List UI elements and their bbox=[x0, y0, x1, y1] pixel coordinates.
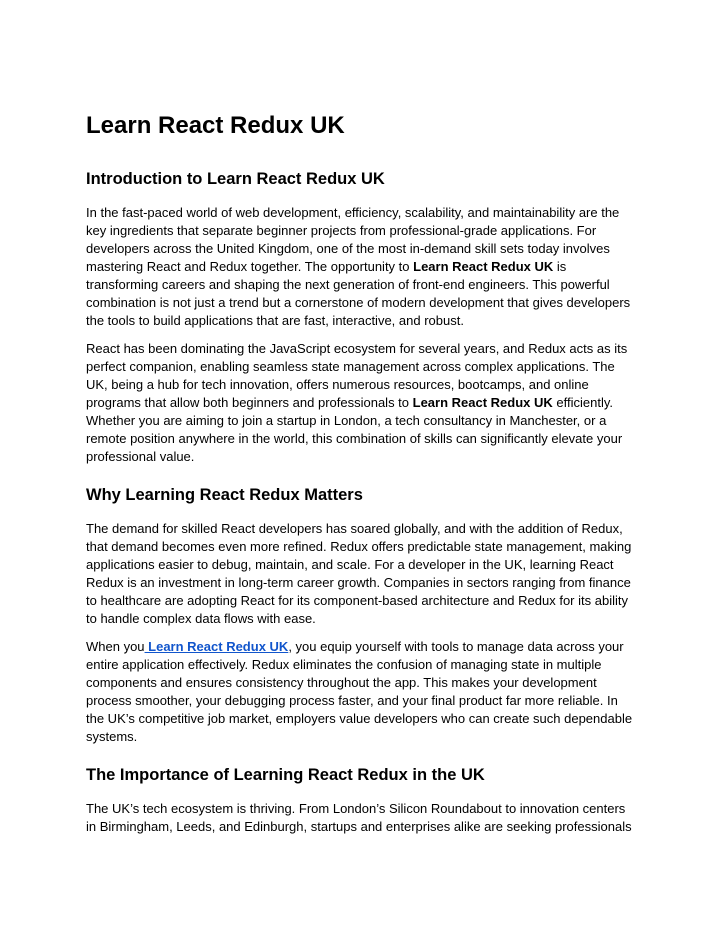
body-text: In the fast-paced world of web development, efficiency, scalability, and maintainability are the key ingredients that separate beginner projects from professional-grade applications. For developers across the United Kingdom, one of the most in-demand skill sets today involves mastering React and Redux together. The opportunity to bbox=[86, 205, 620, 274]
body-text: React has been dominating the JavaScript ecosystem for several years, and Redux acts as its perfect companion, enabling seamless state management across complex applications. The UK, being a hub for tech innovation, offers numerous resources, bootcamps, and online programs that allow both beginners and professionals to bbox=[86, 341, 628, 410]
paragraph-why-1 bbox=[86, 520, 634, 628]
bold-keyphrase: Learn React Redux UK bbox=[412, 395, 553, 410]
heading-importance-uk: The Importance of Learning React Redux in the UK bbox=[86, 766, 485, 784]
paragraph-intro-1 bbox=[86, 204, 634, 330]
document-title: Learn React Redux UK bbox=[86, 112, 345, 139]
body-text: efficiently. Whether you are aiming to join a startup in London, a tech consultancy in Manchester, or a remote position anywhere in the world, this combination of skills can significantly elevate your professional value. bbox=[86, 395, 623, 464]
learn-react-redux-uk-link[interactable]: Learn React Redux UK bbox=[144, 639, 289, 654]
body-text: The demand for skilled React developers has soared globally, and with the addition of Redux, that demand becomes even more refined. Redux offers predictable state management, making applications easier to debug, maintain, and scale. For a developer in the UK, learning React Redux is an investment in long-term career growth. Companies in sectors ranging from finance to healthcare are adopting React for its component-based architecture and Redux for its ability to handle complex data flows with ease. bbox=[86, 521, 632, 626]
paragraph-intro-2 bbox=[86, 340, 634, 466]
bold-keyphrase: Learn React Redux UK bbox=[413, 259, 554, 274]
heading-introduction: Introduction to Learn React Redux UK bbox=[86, 170, 385, 188]
paragraph-why-2 bbox=[86, 638, 634, 746]
heading-why-matters: Why Learning React Redux Matters bbox=[86, 486, 363, 504]
paragraph-importance-1 bbox=[86, 800, 634, 836]
body-text: When you bbox=[86, 639, 145, 654]
body-text: , you equip yourself with tools to manage data across your entire application effectively. Redux eliminates the confusion of managing state in multiple components and ensures consistency throughout the app. This makes your development process smoother, your debugging process faster, and your final product far more reliable. In the UK’s competitive job market, employers value developers who can create such dependable systems. bbox=[86, 639, 633, 744]
body-text: The UK’s tech ecosystem is thriving. From London’s Silicon Roundabout to innovation centers in Birmingham, Leeds, and Edinburgh, startups and enterprises alike are seeking professionals bbox=[86, 801, 632, 834]
body-text: is transforming careers and shaping the next generation of front-end engineers. This powerful combination is not just a trend but a cornerstone of modern development that gives developers the tools to build applications that are fast, interactive, and robust. bbox=[86, 259, 631, 328]
